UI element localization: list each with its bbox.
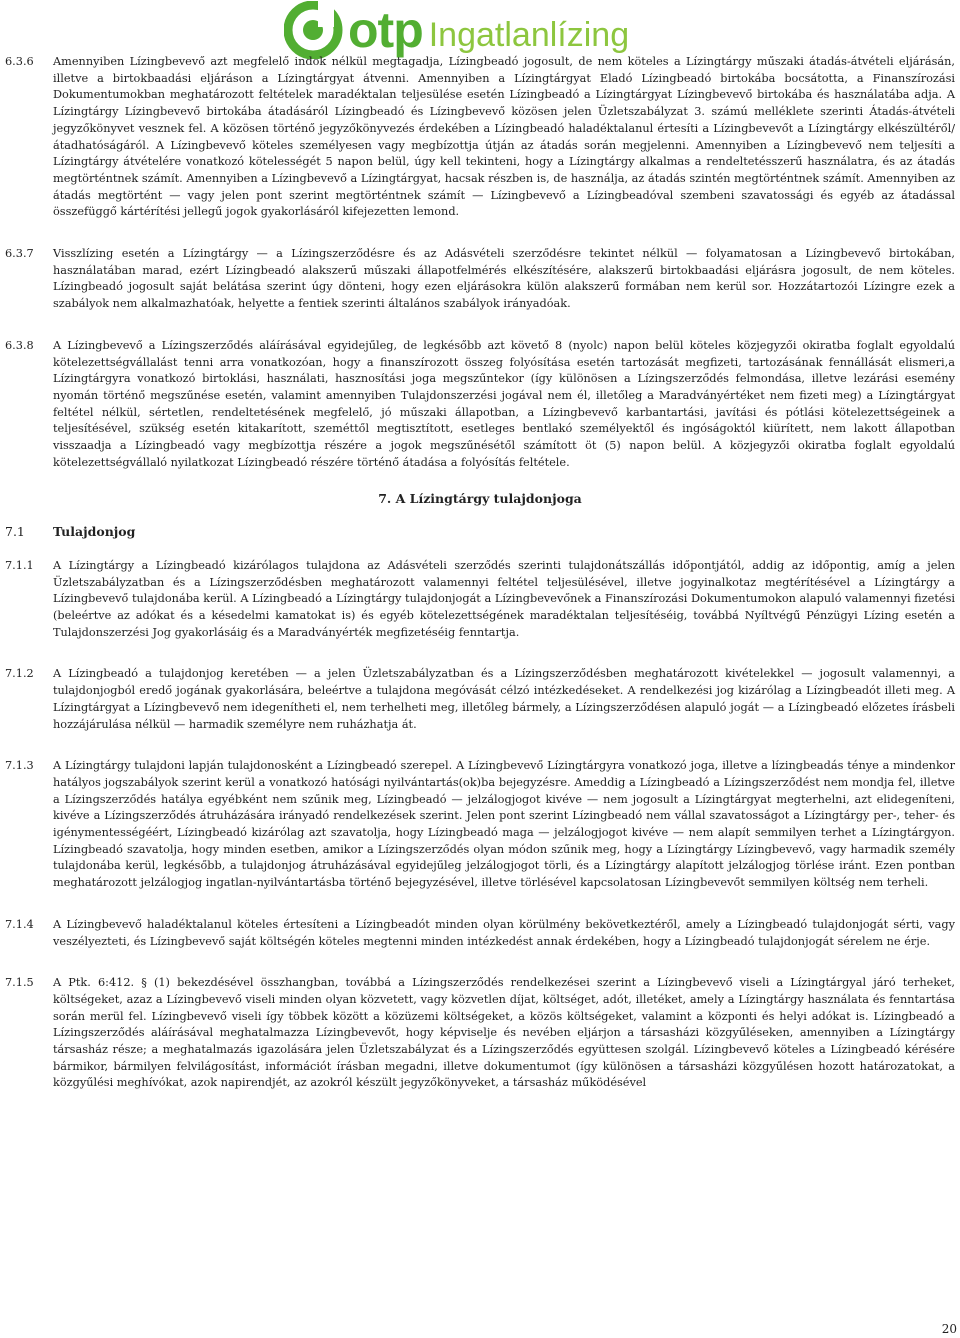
paragraph-7-1-1 — [5, 558, 955, 642]
paragraph-7-1-3 — [5, 758, 955, 892]
paragraph-text: A Ptk. 6:412. § (1) bekezdésével összhangban, továbbá a Lízingszerződés rendelkezései szerint a Lízingbevevő viseli a Lízingtárgyal járó terheket, költségeket, azaz a Lízingbevevő viseli minden olyan közvetett, vagy közvetlen díjat, költséget, adót, illetéket, amely a Lízingtárgy használata és fenntartása során merül fel. Lízingbevevő viseli így többek között a közüzemi költségeket, a közös költségeket, valamint a központi és helyi adókat is. Lízingbeadó a Lízingszerződés aláírásával meghatalmazza Lízingbevevőt, hogy képviselje és nevében eljárjon a társasházi közgyűléseken, amennyiben a Lízingtárgy társasház része; a meghatalmazás igazolására jelen Üzletszabályzat és a Lízingszerződés együttesen szolgál. Lízingbevevő köteles a Lízingbeadó kérésére bármikor, bármilyen felvilágosítást, információt írásban megadni, illetve dokumentumot (így különösen a társasházi közgyűlésen hozott határozatokat, a közgyűlési meghívókat, azok napirendjét, az azokról készült jegyzőkönyveket, a társasház működésével — [53, 976, 955, 1090]
paragraph-number: 7.1.3 — [5, 759, 34, 773]
paragraph-6-3-6 — [5, 54, 955, 221]
paragraph-6-3-7 — [5, 246, 955, 313]
chapter-title: 7. A Lízingtárgy tulajdonjoga — [378, 491, 582, 507]
paragraph-number: 6.3.6 — [5, 55, 34, 68]
paragraph-text: A Lízingbeadó a tulajdonjog keretében — a jelen Üzletszabályzatban és a Lízingszerződésben meghatározott kivételekkel — jogosult valamennyi, a tulajdonjogból eredő jogának gyakorlására, beleértve a tulajdona megóvását célzó intézkedéseket. A rendelkezési jog kizárólag a Lízingbeadót illeti meg. A Lízingtárgyat a Lízingbevevő nem idegenítheti el, nem terhelheti meg, illetőleg bármely, a Lízingszerződésen alapuló jogát — a Lízingbeadó előzetes írásbeli hozzájárulása nélkül — harmadik személyre nem ruházhatja át. — [53, 667, 955, 731]
logo-otp-text: otp — [348, 2, 423, 58]
section-heading — [5, 524, 955, 541]
section-number: 7.1 — [5, 524, 25, 540]
paragraph-number: 7.1.5 — [5, 976, 34, 990]
logo-subtitle: Ingatlanlízing — [428, 16, 630, 54]
paragraph-7-1-2 — [5, 666, 955, 733]
paragraph-number: 7.1.1 — [5, 558, 34, 572]
paragraph-text: A Lízingbevevő a Lízingszerződés aláírásával egyidejűleg, de legkésőbb azt követő 8 (nyolc) napon belül köteles közjegyzői okiratba foglalt egyoldalú kötelezettségvállalást tenni arra vonatkozóan, hogy a finanszírozott összeg folyósítása esetén tartozását megfizeti, tartozásának fennállását elismeri,a Lízingtárgyra vonatkozó birtoklási, használati, hasznosítási joga megszűntekor (így különösen a Lízingszerződés felmondása, illetve lezárási esemény nyomán történő megszűnése esetén, valamint amennyiben Tulajdonszerzési jogával nem él, illetőleg a Maradványértéket nem fizeti meg) a Lízingtárgyat feltétel nélkül, sértetlen, rendeltetésének megfelelő, jó műszaki állapotban, a Lízingbevevő karbantartási, javítási és pótlási kötelezettségeinek a teljesítésével, szükség esetén kitakarított, szeméttől megtisztított, esetleges bentlakó személyektől és ingóságoktól kiürített, nem lakott állapotban visszaadja a Lízingbeadó vagy megbízottja részére a jogok megszűnésétől számított öt (5) napon belül. A közjegyzői okiratba foglalt egyoldalú kötelezettségvállaló nyilatkozat Lízingbeadó részére történő átadása a folyósítás feltétele. — [53, 338, 955, 469]
paragraph-text: A Lízingtárgy tulajdoni lapján tulajdonosként a Lízingbeadó szerepel. A Lízingbevevő Lízingtárgyra vonatkozó joga, illetve a lízingbeadás ténye a mindenkor hatályos jogszabályok szerint kerül a vonatkozó hatósági nyilvántartás(ok)ba bejegyzésre. Ameddig a Lízingbeadó a Lízingszerződést nem mondja fel, illetve a Lízingszerződés hatálya egyébként nem szűnik meg, Lízingbeadó — jelzálogjogot kivéve — nem jogosult a Lízingtárgyat megterhelni, azt elidegeníteni, kivéve a Lízingszerződés átruházására irányadó rendelkezések szerint. Jelen pont szerint Lízingbeadó nem vállal szavatosságot a Lízingtárgy per-, teher- és igénymentességéért, Lízingbeadó kizárólag azt szavatolja, hogy Lízingbeadó maga — jelzálogjogot kivéve — nem alapít semmilyen terhet a Lízingtárgyon. Lízingbeadó szavatolja, hogy minden esetben, amikor a Lízingszerződés olyan módon szűnik meg, hogy a Lízingtárgy Lízingbevevő, vagy harmadik személy tulajdonába kerül, legkésőbb, a tulajdonjog átruházásával egyidejűleg jelzálogjogot törli, és a Lízingtárgy alapított jelzálogjog törlése iránt. Ezen pontban meghatározott jelzálogjog ingatlan-nyilvántartásba történő bejegyzésével, illetve törlésével kapcsolatosan Lízingbevevőt semmilyen költség nem terheli. — [53, 759, 955, 890]
otp-ingatlanlizing-logo — [284, 0, 694, 60]
paragraph-text: Visszlízing esetén a Lízingtárgy — a Lízingszerződésre és az Adásvételi szerződésre tekintet nélkül — folyamatosan a Lízingbevevő birtokában, használatában marad, ezért Lízingbeadó alakszerű műszaki állapotfelmérés elkészítésére, alakszerű birtokbaadási eljárásra jogosult, de nem köteles. Lízingbeadó jogosult saját belátása szerint úgy dönteni, hogy ezen eljárásokra külön alakszerű formában nem kerül sor. Hozzátartozói Lízingre ezek a szabályok nem alkalmazhatóak, helyette a fentiek szerinti általános szabályok irányadóak. — [53, 247, 955, 311]
paragraph-7-1-5 — [5, 975, 955, 1092]
paragraph-6-3-8 — [5, 338, 955, 472]
paragraph-number: 7.1.4 — [5, 917, 34, 931]
paragraph-text: Amennyiben Lízingbevevő azt megfelelő indok nélkül megtagadja, Lízingbeadó jogosult, de nem köteles a Lízingtárgy műszaki átadás-átvételi eljárásán, illetve a birtokbaadási eljáráson a Lízingtárgyat átvenni. Amennyiben a Lízingtárgyat Eladó Lízingbeadó birtokába bocsátotta, a Finanszírozási Dokumentumokban meghatározott feltételek maradéktalan teljesülése esetén Lízingbeadó a Lízingtárgyat Lízingbevevő birtokába és használatába adja. A Lízingtárgy Lízingbevevő birtokába átadásáról Lízingbeadó és Lízingbevevő közösen jelen Üzletszabályzat 3. számú melléklete szerinti Átadás-átvételi jegyzőkönyvet vesznek fel. A közösen történő jegyzőkönyvezés érdekében a Lízingbeadó haladéktalanul értesíti a Lízingbevevőt a Lízingtárgy elkészültéről/átadhatóságáról. A Lízingbevevő köteles személyesen vagy megbízottja útján az átadás során megjelenni. Amennyiben a Lízingbevevő nem teljesíti a Lízingtárgy átvételére vonatkozó kötelességét 5 napon belül, úgy kell tekinteni, hogy a Lízingtárgy alkalmas a rendeltetésszerű használatra, és az átadás megtörténtnek számít. Amennyiben a Lízingbevevő a Lízingtárgyat, hacsak részben is, de használja, az átadás szintén megtörténtnek számít. Amennyiben az átadás megtörtént — vagy jelen pont szerint megtörténtnek számít — Lízingbevevő a Lízingbeadóval szembeni szavatossági és egyéb az átadással összefüggő kártérítési jellegű jogok gyakorlásáról kifejezetten lemond. — [53, 55, 955, 219]
document-body — [5, 54, 955, 1092]
paragraph-7-1-4 — [5, 917, 955, 950]
paragraph-text: A Lízingtárgy a Lízingbeadó kizárólagos tulajdona az Adásvételi szerződés szerinti tulajdonátszállás időpontjától, addig az időpontig, amíg a jelen Üzletszabályzatban és a Lízingszerződésben meghatározott valamennyi feltétel teljesülésével, illetve jogyinalkotaz megtérítésével a Lízingtárgy a Lízingbevevő tulajdonába kerül. A Lízingbeadó a Lízingtárgy tulajdonjogát a Lízingbevevőnek a Finanszírozási Dokumentumokon alapuló valamennyi fizetési (beleértve az adókat és a késedelmi kamatokat is) és egyéb kötelezettségének maradéktalan teljesítéséig, továbbá Nyíltvégű Pénzügyi Lízing esetén a Tulajdonszerzési Jog gyakorlásáig és a Maradványérték megfizetéséig fenntartja. — [53, 558, 955, 639]
page-number: 20 — [941, 1322, 957, 1336]
paragraph-number: 6.3.7 — [5, 247, 34, 261]
paragraph-number: 6.3.8 — [5, 338, 34, 352]
section-title: Tulajdonjog — [53, 524, 136, 540]
otp-logo-icon — [284, 1, 344, 59]
paragraph-number: 7.1.2 — [5, 667, 34, 681]
paragraph-text: A Lízingbevevő haladéktalanul köteles értesíteni a Lízingbeadót minden olyan körülmény bekövetkeztéről, amely a Lízingbeadó tulajdonjogát sérti, vagy veszélyezteti, és Lízingbevevő saját költségén köteles megtenni minden intézkedést annak érdekében, hogy a Lízingbeadó tulajdonjogát sérelem ne érje. — [53, 917, 955, 948]
